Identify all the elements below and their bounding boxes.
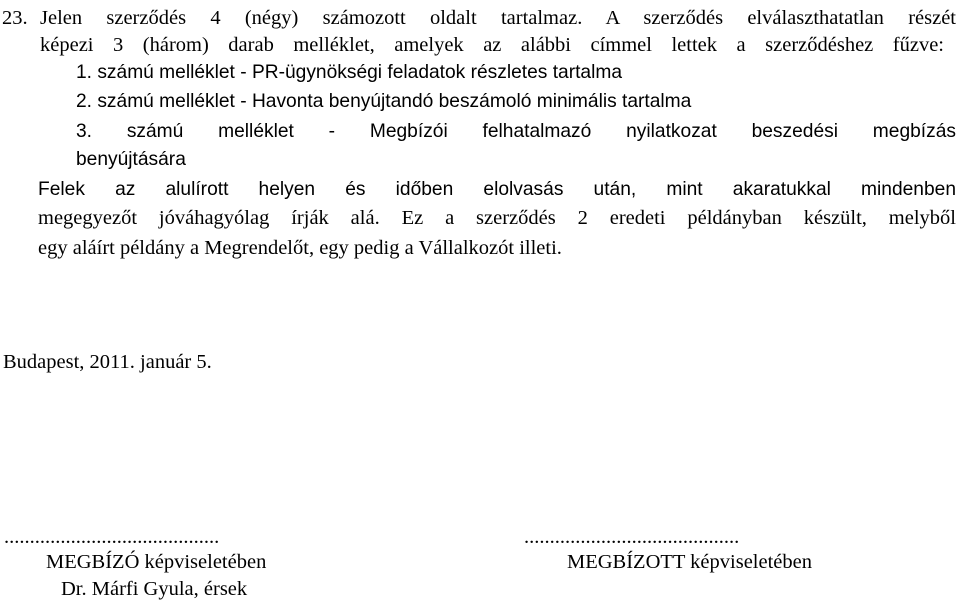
closing-line-3: egy aláírt példány a Megrendelőt, egy pedig a Vállalkozót illeti.	[38, 237, 562, 259]
place-date: Budapest, 2011. január 5.	[3, 351, 212, 373]
closing-line-1: Felek az alulírott helyen és időben elolvasás után, mint akaratukkal mindenben	[38, 179, 956, 200]
annex-item-3: 3. számú melléklet - Megbízói felhatalmazó nyilatkozat beszedési megbízás	[76, 121, 956, 142]
left-signature-role: MEGBÍZÓ képviseletében	[46, 551, 267, 573]
closing-line-2: megegyezőt jóváhagyólag írják alá. Ez a szerződés 2 eredeti példányban készült, melyből	[38, 207, 956, 229]
left-signature-line: ..........................................	[4, 526, 220, 548]
paragraph-line-2: képezi 3 (három) darab melléklet, amelyek az alábbi címmel lettek a szerződéshez fűzve:	[40, 34, 944, 56]
right-signature-line: ..........................................	[524, 526, 740, 548]
annex-item-2: 2. számú melléklet - Havonta benyújtandó beszámoló minimális tartalma	[76, 91, 692, 112]
annex-item-1: 1. számú melléklet - PR-ügynökségi feladatok részletes tartalma	[76, 62, 623, 83]
item-number: 23.	[2, 7, 28, 29]
left-signature-name: Dr. Márfi Gyula, érsek	[61, 578, 248, 600]
paragraph-line-1: Jelen szerződés 4 (négy) számozott oldalt tartalmaz. A szerződés elválaszthatatlan részét	[40, 7, 956, 29]
annex-item-3-continuation: benyújtására	[76, 149, 186, 170]
right-signature-role: MEGBÍZOTT képviseletében	[567, 551, 812, 573]
